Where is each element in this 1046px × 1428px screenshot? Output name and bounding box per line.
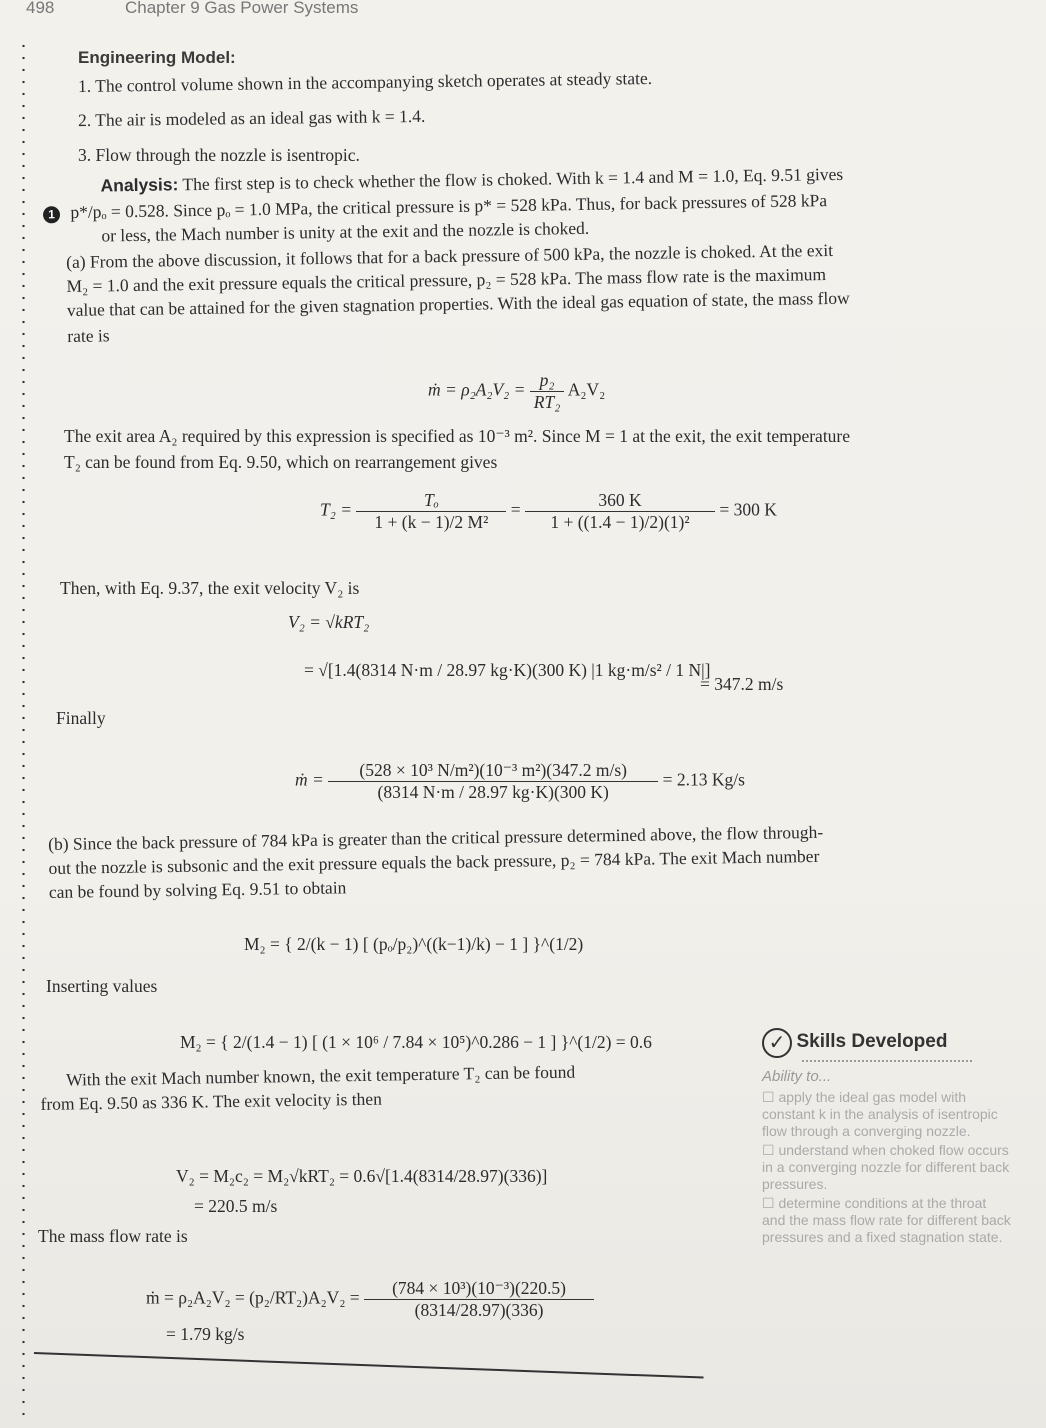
part-a-line-1: (a) From the above discussion, it follows that for a back pressure of 500 kPa, the nozzle is choked. At the exit: [66, 239, 834, 272]
part-a-line-4: rate is: [67, 325, 110, 346]
analysis-label: Analysis:: [100, 174, 179, 196]
part-a-line-3: value that can be attained for the given stagnation properties. With the ideal gas equation of state, the mass flow: [66, 287, 850, 320]
exit-area-line-1: The exit area A₂ required by this expression is specified as 10⁻³ m². Since M = 1 at the exit, the exit temperature: [64, 426, 851, 446]
chapter-title: Chapter 9 Gas Power Systems: [125, 0, 359, 17]
analysis-line-1: The first step is to check whether the flow is choked. With k = 1.4 and M = 1.0, Eq. 9.51 gives: [182, 163, 844, 195]
analysis-line-2: p*/pₒ = 0.528. Since pₒ = 1.0 MPa, the critical pressure is p* = 528 kPa. Thus, for back pressures of 528 kPa: [70, 190, 828, 223]
eq-m2-values: M₂ = { 2/(1.4 − 1) [ (1 × 10⁶ / 7.84 × 10⁵)^0.286 − 1 ] }^(1/2) = 0.6: [180, 1032, 652, 1052]
then-line: Then, with Eq. 9.37, the exit velocity V₂ is: [60, 578, 360, 598]
skills-developed-box: ✓ Skills Developed Ability to... ☐ apply the ideal gas model with constant k in the analysis of isentropic flow through a converging nozzle. ☐ understand when choked flow occurs in a converging nozzle for different back pressures. ☐ determine conditions at the throat and the mass flow rate for different back pressures and a fixed stagnation state.: [762, 1028, 1012, 1246]
eq-v2-values: = √[1.4(8314 N·m / 28.97 kg·K)(300 K) |1 kg·m/s² / 1 N|]: [304, 660, 711, 680]
analysis-line-3: or less, the Mach number is unity at the exit and the nozzle is choked.: [101, 217, 590, 246]
skills-title: Skills Developed: [796, 1031, 948, 1053]
v2-b-result: = 220.5 m/s: [194, 1196, 278, 1216]
dotted-margin: [22, 40, 25, 1420]
mass-flow-label: The mass flow rate is: [38, 1226, 188, 1246]
part-b-line-3: can be found by solving Eq. 9.51 to obtain: [48, 877, 347, 902]
eq-mdot-a: ṁ = $\frac{\text{(528 × 10³ N/m²)(10⁻³ m²)(347.2 m/s)}}{(8314 N\cdot m / 28.97 kg\cdot K)(300 K)}$ = 2.13 Kg/s: [295, 760, 745, 802]
margin-note-marker: 1: [43, 206, 60, 223]
eq-v2-general: V₂ = √kRT₂: [288, 612, 370, 632]
finally-label: Finally: [56, 708, 106, 728]
skills-item-1: apply the ideal gas model with constant k in the analysis of isentropic flow through a converging nozzle.: [762, 1089, 998, 1139]
bottom-rule: [34, 1352, 704, 1378]
v2-result: = 347.2 m/s: [700, 674, 784, 694]
part-a-line-2: M₂ = 1.0 and the exit pressure equals the critical pressure, p₂ = 528 kPa. The mass flow rate is the maximum: [66, 264, 827, 296]
skills-ability: Ability to...: [762, 1068, 832, 1085]
eq-v2-b: V₂ = M₂c₂ = M₂√kRT₂ = 0.6√[1.4(8314/28.97)(336)]: [176, 1166, 548, 1186]
exit-area-line-2: T₂ can be found from Eq. 9.50, which on rearrangement gives: [64, 452, 498, 472]
model-heading: Engineering Model:: [78, 48, 236, 67]
skills-item-3: determine conditions at the throat and the mass flow rate for different back pressures and a fixed stagnation state.: [762, 1195, 1011, 1245]
eq-mdot-general: ṁ = ρ₂A₂V₂ = $\frac{\text{p₂}}{\text{RT₂}}$ A₂V₂: [428, 370, 606, 412]
skills-item-2: understand when choked flow occurs in a converging nozzle for different back pressures.: [762, 1142, 1010, 1192]
model-item-2: 2. The air is modeled as an ideal gas with k = 1.4.: [77, 105, 426, 131]
eq-m2-general: M₂ = { 2/(k − 1) [ (pₒ/p₂)^((k−1)/k) − 1 ] }^(1/2): [244, 934, 584, 954]
part-b-line-2: out the nozzle is subsonic and the exit pressure equals the back pressure, p₂ = 784 kPa. The exit Mach number: [48, 845, 820, 878]
model-item-3: 3. Flow through the nozzle is isentropic.: [78, 145, 360, 165]
model-item-1: 1. The control volume shown in the accompanying sketch operates at steady state.: [77, 67, 653, 97]
part-b-line-1: (b) Since the back pressure of 784 kPa is greater than the critical pressure determined above, the flow through-: [48, 821, 824, 854]
mdot-b-result: = 1.79 kg/s: [166, 1324, 245, 1344]
with-line-1: With the exit Mach number known, the exit temperature T₂ can be found: [65, 1061, 576, 1090]
page-number: 498: [26, 0, 55, 17]
checkmark-icon: ✓: [762, 1028, 792, 1058]
eq-t2: T₂ = $\frac{\text{Tₒ}}{\text{1 + (k − 1)/2 M²}}$ = $\frac{360 K}{\text{1 + ((1.4 − 1)/2)(1)²}}$ = 300 K: [320, 490, 777, 532]
with-line-2: from Eq. 9.50 as 336 K. The exit velocity is then: [40, 1088, 383, 1114]
inserting-label: Inserting values: [46, 976, 158, 996]
eq-mdot-b: ṁ = ρ₂A₂V₂ = (p₂/RT₂)A₂V₂ = $\frac{\text{(784 × 10³)(10⁻³)(220.5)}}{(8314/28.97)(336)}$: [146, 1278, 594, 1321]
